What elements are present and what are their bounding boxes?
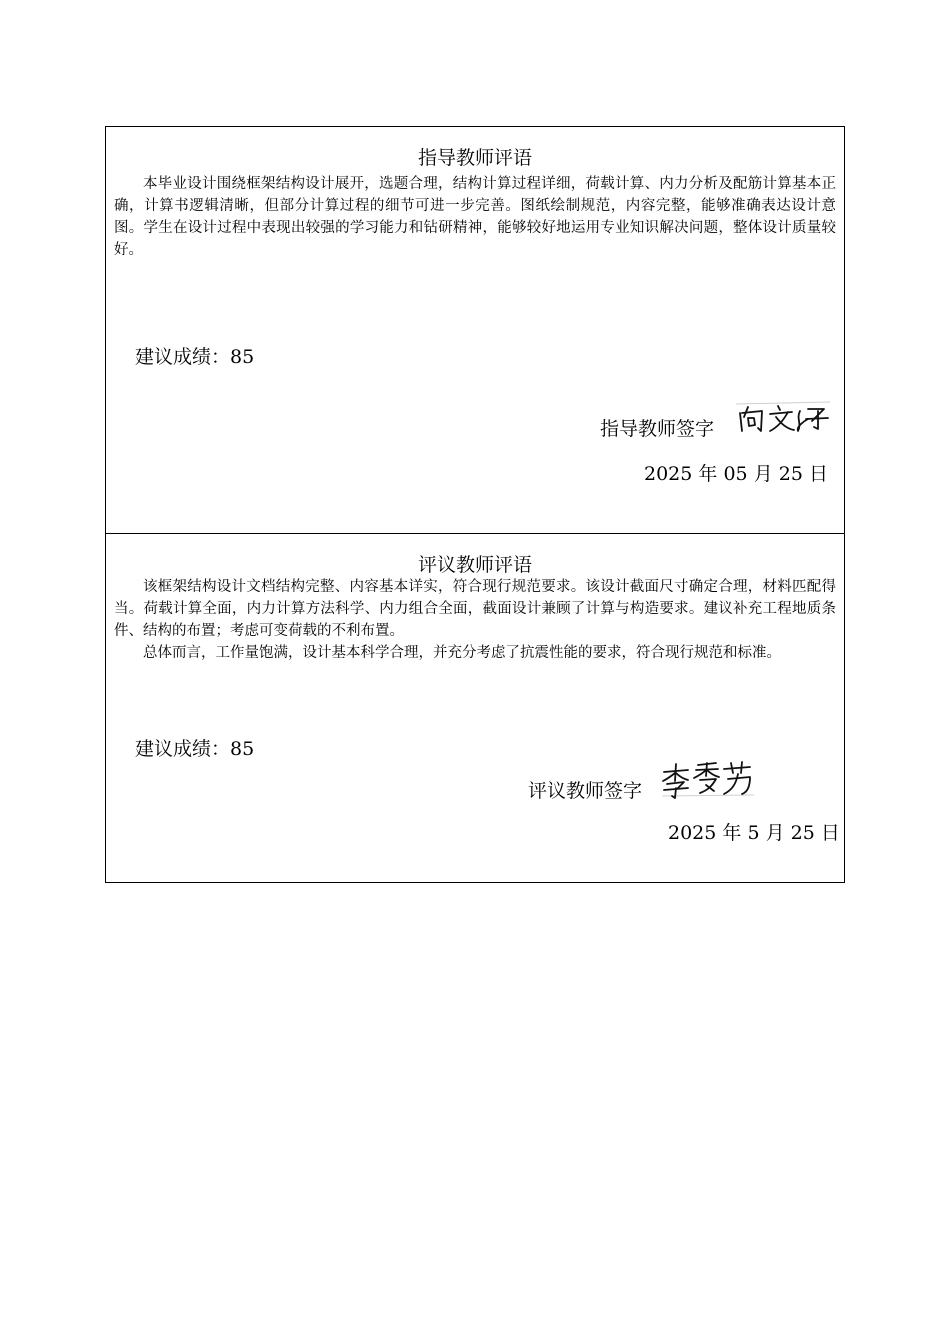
date-month: 5 <box>747 822 760 844</box>
grade-value: 85 <box>230 738 255 760</box>
advisor-handwritten-signature <box>734 397 834 437</box>
reviewer-section-title: 评议教师评语 <box>417 554 532 576</box>
date-day: 25 <box>778 463 803 485</box>
date-year: 2025 <box>668 822 717 844</box>
reviewer-comment-paragraph: 该框架结构设计文档结构完整、内容基本详实，符合现行规范要求。该设计截面尺寸确定合理，材料匹配得当。荷载计算全面，内力计算方法科学、内力组合全面，截面设计兼顾了计算与构造要求。建议补充工程地质条件、结构的布置；考虑可变荷载的不利布置。 <box>114 579 836 639</box>
advisor-suggested-grade <box>135 342 254 369</box>
reviewer-comment-paragraph: 总体而言，工作量饱满，设计基本科学合理，并充分考虑了抗震性能的要求，符合现行规范和标准。 <box>143 645 781 661</box>
date-month-unit: 月 <box>753 463 773 485</box>
reviewer-handwritten-signature <box>658 760 758 802</box>
date-year: 2025 <box>644 463 693 485</box>
grade-value: 85 <box>230 346 255 368</box>
advisor-signature-label: 指导教师签字 <box>600 418 715 440</box>
date-month: 05 <box>723 463 748 485</box>
grade-label: 建议成绩： <box>135 738 231 760</box>
reviewer-sign-date <box>668 818 840 845</box>
advisor-sign-date <box>644 459 828 486</box>
reviewer-comment-section <box>106 534 844 882</box>
evaluation-form <box>105 126 845 883</box>
date-year-unit: 年 <box>698 463 718 485</box>
advisor-comment-paragraph: 本毕业设计围绕框架结构设计展开，选题合理，结构计算过程详细，荷载计算、内力分析及配筋计算基本正确，计算书逻辑清晰，但部分计算过程的细节可进一步完善。图纸绘制规范，内容完整，能够准确表达设计意图。学生在设计过程中表现出较强的学习能力和钻研精神，能够较好地运用专业知识解决问题，整体设计质量较好。 <box>114 176 836 258</box>
date-month-unit: 月 <box>765 822 785 844</box>
date-day: 25 <box>790 822 815 844</box>
date-year-unit: 年 <box>722 822 742 844</box>
advisor-comment-section <box>106 127 844 534</box>
date-day-unit: 日 <box>809 463 829 485</box>
date-day-unit: 日 <box>820 822 840 844</box>
advisor-comment-text <box>114 173 836 261</box>
reviewer-signature-label: 评议教师签字 <box>528 780 643 802</box>
grade-label: 建议成绩： <box>135 346 231 368</box>
reviewer-suggested-grade <box>135 734 254 761</box>
reviewer-comment-text <box>114 576 836 664</box>
advisor-section-title: 指导教师评语 <box>417 147 532 169</box>
